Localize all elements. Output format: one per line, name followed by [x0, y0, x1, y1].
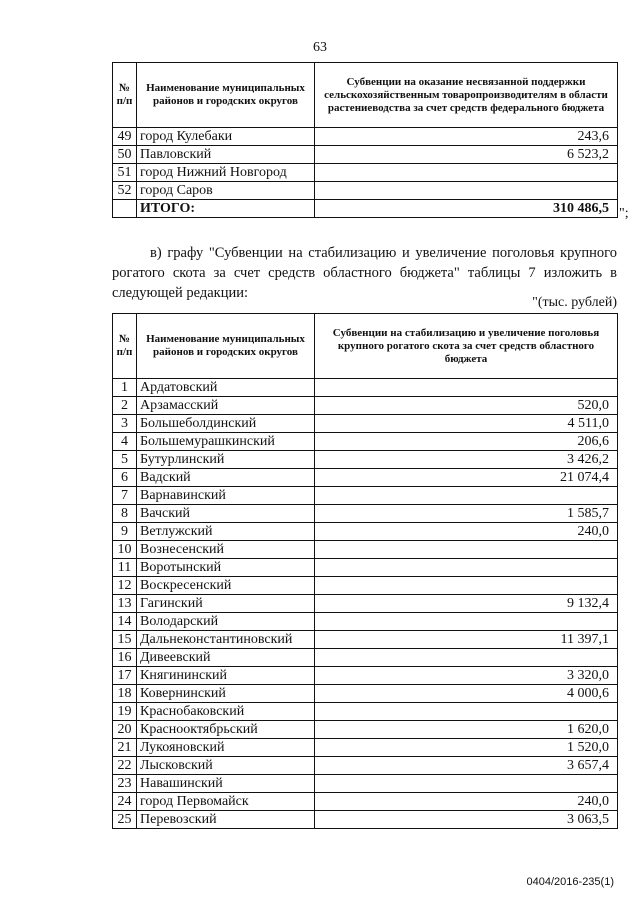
- header-number: № п/п: [113, 314, 137, 379]
- subsidy-value: 1 620,0: [315, 721, 618, 739]
- table-row: [113, 505, 618, 523]
- table-row: [113, 523, 618, 541]
- table-row: [113, 541, 618, 559]
- subsidy-value: [315, 577, 618, 595]
- district-name: Лысковский: [137, 757, 315, 775]
- subsidy-value: 4 511,0: [315, 415, 618, 433]
- subsidy-value: 6 523,2: [315, 146, 618, 164]
- row-number: 9: [113, 523, 137, 541]
- row-number: 3: [113, 415, 137, 433]
- row-number: 6: [113, 469, 137, 487]
- subsidy-value: 243,6: [315, 128, 618, 146]
- district-name: Вадский: [137, 469, 315, 487]
- subsidy-value: 11 397,1: [315, 631, 618, 649]
- district-name: Ковернинский: [137, 685, 315, 703]
- subsidy-value: [315, 487, 618, 505]
- header-number: № п/п: [113, 63, 137, 128]
- district-name: Княгининский: [137, 667, 315, 685]
- district-name: Краснобаковский: [137, 703, 315, 721]
- subsidy-value: 21 074,4: [315, 469, 618, 487]
- table-row: [113, 415, 618, 433]
- row-number: 10: [113, 541, 137, 559]
- table-row: [113, 631, 618, 649]
- row-number: 17: [113, 667, 137, 685]
- subsidy-table-cattle: [112, 313, 618, 829]
- row-number: 16: [113, 649, 137, 667]
- table-row: [113, 649, 618, 667]
- row-number: 23: [113, 775, 137, 793]
- subsidy-table-crop-production: [112, 62, 618, 218]
- row-number: 8: [113, 505, 137, 523]
- district-name: Воскресенский: [137, 577, 315, 595]
- subsidy-value: 9 132,4: [315, 595, 618, 613]
- district-name: Воротынский: [137, 559, 315, 577]
- row-number: 12: [113, 577, 137, 595]
- row-number: 5: [113, 451, 137, 469]
- total-label: ИТОГО:: [137, 200, 315, 218]
- closing-quote-mark: ";: [619, 206, 629, 221]
- total-value: 310 486,5: [315, 200, 618, 218]
- district-name: город Первомайск: [137, 793, 315, 811]
- row-number: 4: [113, 433, 137, 451]
- header-subsidy-value: Субвенции на стабилизацию и увеличение поголовья крупного рогатого скота за счет средств областного бюджета: [315, 314, 618, 379]
- row-number: 51: [113, 164, 137, 182]
- table-row: [113, 146, 618, 164]
- subsidy-value: [315, 775, 618, 793]
- table-row: [113, 397, 618, 415]
- unit-note: "(тыс. рублей): [532, 295, 617, 310]
- table-row: [113, 451, 618, 469]
- table-header-row: [113, 63, 618, 128]
- table-row: [113, 739, 618, 757]
- district-name: Вачский: [137, 505, 315, 523]
- document-code: 0404/2016-235(1): [526, 876, 614, 888]
- table-row: [113, 703, 618, 721]
- page-number: 63: [313, 40, 327, 55]
- table-header-row: [113, 314, 618, 379]
- row-number: 50: [113, 146, 137, 164]
- table-row: [113, 577, 618, 595]
- table-row: [113, 685, 618, 703]
- row-number: 24: [113, 793, 137, 811]
- subsidy-value: 3 320,0: [315, 667, 618, 685]
- district-name: Арзамасский: [137, 397, 315, 415]
- table-row: [113, 667, 618, 685]
- table-row: [113, 793, 618, 811]
- row-number: 52: [113, 182, 137, 200]
- row-number: 20: [113, 721, 137, 739]
- row-number: 21: [113, 739, 137, 757]
- table-row: [113, 595, 618, 613]
- table-row: [113, 379, 618, 397]
- district-name: Вознесенский: [137, 541, 315, 559]
- subsidy-value: [315, 182, 618, 200]
- district-name: Бутурлинский: [137, 451, 315, 469]
- row-number: 19: [113, 703, 137, 721]
- table-row: [113, 128, 618, 146]
- row-number: 11: [113, 559, 137, 577]
- header-district-name: Наименование муниципальных районов и городских округов: [137, 63, 315, 128]
- row-number: 7: [113, 487, 137, 505]
- subsidy-value: [315, 559, 618, 577]
- subsidy-value: [315, 541, 618, 559]
- table-row: [113, 757, 618, 775]
- table-row: [113, 811, 618, 829]
- row-number: 1: [113, 379, 137, 397]
- district-name: Володарский: [137, 613, 315, 631]
- table-row: [113, 721, 618, 739]
- row-number: 14: [113, 613, 137, 631]
- subsidy-value: 1 585,7: [315, 505, 618, 523]
- district-name: Ветлужский: [137, 523, 315, 541]
- district-name: Ардатовский: [137, 379, 315, 397]
- table-body: [113, 379, 618, 829]
- table-row: [113, 559, 618, 577]
- subsidy-value: 206,6: [315, 433, 618, 451]
- district-name: Большемурашкинский: [137, 433, 315, 451]
- subsidy-value: 3 426,2: [315, 451, 618, 469]
- table-row: [113, 433, 618, 451]
- subsidy-value: 1 520,0: [315, 739, 618, 757]
- subsidy-value: 4 000,6: [315, 685, 618, 703]
- subsidy-value: 240,0: [315, 793, 618, 811]
- table-row: [113, 487, 618, 505]
- district-name: город Саров: [137, 182, 315, 200]
- row-number: 18: [113, 685, 137, 703]
- row-number: 13: [113, 595, 137, 613]
- amendment-paragraph: в) графу "Субвенции на стабилизацию и увеличение поголовья крупного рогатого скота за счет средств областного бюджета" таблицы 7 изложить в следующей редакции:: [112, 245, 617, 301]
- district-name: Гагинский: [137, 595, 315, 613]
- subsidy-value: [315, 379, 618, 397]
- subsidy-value: 240,0: [315, 523, 618, 541]
- district-name: город Кулебаки: [137, 128, 315, 146]
- district-name: Навашинский: [137, 775, 315, 793]
- subsidy-value: 520,0: [315, 397, 618, 415]
- row-number: 15: [113, 631, 137, 649]
- table-row: [113, 775, 618, 793]
- subsidy-value: [315, 613, 618, 631]
- table-body: [113, 128, 618, 200]
- header-subsidy-value: Субвенции на оказание несвязанной поддержки сельскохозяйственным товаропроизводителям в области растениеводства за счет средств федерального бюджета: [315, 63, 618, 128]
- table-row: [113, 164, 618, 182]
- district-name: Краснооктябрьский: [137, 721, 315, 739]
- subsidy-value: [315, 649, 618, 667]
- district-name: Дивеевский: [137, 649, 315, 667]
- row-number: 25: [113, 811, 137, 829]
- subsidy-value: [315, 703, 618, 721]
- district-name: Павловский: [137, 146, 315, 164]
- district-name: Варнавинский: [137, 487, 315, 505]
- row-number: 49: [113, 128, 137, 146]
- subsidy-value: 3 063,5: [315, 811, 618, 829]
- district-name: город Нижний Новгород: [137, 164, 315, 182]
- row-number: 2: [113, 397, 137, 415]
- district-name: Лукояновский: [137, 739, 315, 757]
- total-number-cell: [113, 200, 137, 218]
- subsidy-value: [315, 164, 618, 182]
- total-row: [113, 200, 618, 218]
- table-row: [113, 182, 618, 200]
- row-number: 22: [113, 757, 137, 775]
- district-name: Большеболдинский: [137, 415, 315, 433]
- district-name: Дальнеконстантиновский: [137, 631, 315, 649]
- table-row: [113, 613, 618, 631]
- header-district-name: Наименование муниципальных районов и городских округов: [137, 314, 315, 379]
- district-name: Перевозский: [137, 811, 315, 829]
- table-row: [113, 469, 618, 487]
- subsidy-value: 3 657,4: [315, 757, 618, 775]
